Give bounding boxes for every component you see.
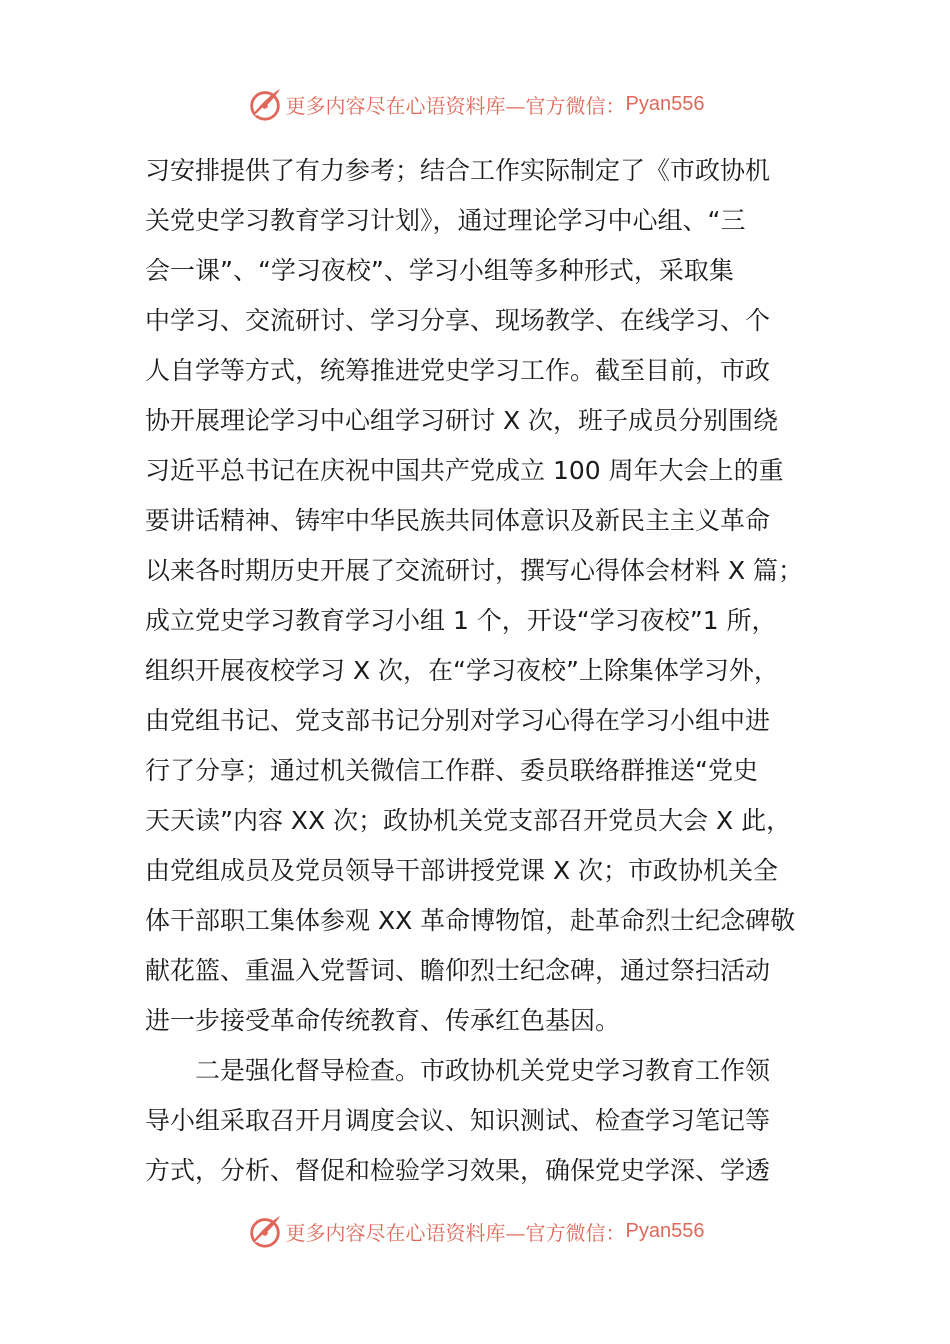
quill-logo-icon: [246, 1212, 284, 1250]
footer-watermark: [0, 1211, 950, 1251]
text-line: 进一步接受革命传统教育、传承红色基因。: [145, 1006, 621, 1035]
text-line: 天天读”内容 XX 次；政协机关党支部召开党员大会 X 此，: [145, 806, 792, 835]
text-line: 方式，分析、督促和检验学习效果，确保党史学深、学透: [145, 1156, 771, 1185]
text-line: 会一课”、“学习夜校”、学习小组等多种形式，采取集: [145, 256, 734, 285]
text-line: 关党史学习教育学习计划》，通过理论学习中心组、“三: [145, 206, 746, 235]
text-line: 要讲话精神、铸牢中华民族共同体意识及新民主主义革命: [145, 506, 771, 535]
text-line: 导小组采取召开月调度会议、知识测试、检查学习笔记等: [145, 1106, 771, 1135]
text-line: 组织开展夜校学习 X 次，在“学习夜校”上除集体学习外，: [145, 656, 779, 685]
watermark-text: 更多内容尽在心语资料库—官方微信：: [285, 93, 626, 118]
text-line: 中学习、交流研讨、学习分享、现场教学、在线学习、个: [145, 306, 771, 335]
text-line: 由党组书记、党支部书记分别对学习心得在学习小组中进: [145, 706, 771, 735]
text-line: 人自学等方式，统筹推进党史学习工作。截至目前，市政: [145, 356, 771, 385]
watermark-wechat-id: Pyan556: [625, 92, 705, 115]
paragraph-start-line: 二是强化督导检查。市政协机关党史学习教育工作领: [195, 1056, 771, 1085]
text-line: 体干部职工集体参观 XX 革命博物馆，赴革命烈士纪念碑敬: [145, 906, 796, 935]
text-line: 由党组成员及党员领导干部讲授党课 X 次；市政协机关全: [145, 856, 779, 885]
text-line: 以来各时期历史开展了交流研讨，撰写心得体会材料 X 篇；: [145, 556, 804, 585]
text-line: 成立党史学习教育学习小组 1 个，开设“学习夜校”1 所，: [145, 606, 777, 635]
document-body: [145, 146, 825, 1196]
text-line: 行了分享；通过机关微信工作群、委员联络群推送“党史: [145, 756, 758, 785]
text-line: 协开展理论学习中心组学习研讨 X 次，班子成员分别围绕: [145, 406, 779, 435]
header-watermark: [0, 84, 950, 124]
text-line: 习安排提供了有力参考；结合工作实际制定了《市政协机: [145, 156, 771, 185]
text-line: 习近平总书记在庆祝中国共产党成立 100 周年大会上的重: [145, 456, 784, 485]
quill-logo-icon: [246, 85, 284, 123]
watermark-wechat-id: Pyan556: [625, 1219, 705, 1242]
text-line: 献花篮、重温入党誓词、瞻仰烈士纪念碑，通过祭扫活动: [145, 956, 771, 985]
watermark-text: 更多内容尽在心语资料库—官方微信：: [285, 1220, 626, 1245]
